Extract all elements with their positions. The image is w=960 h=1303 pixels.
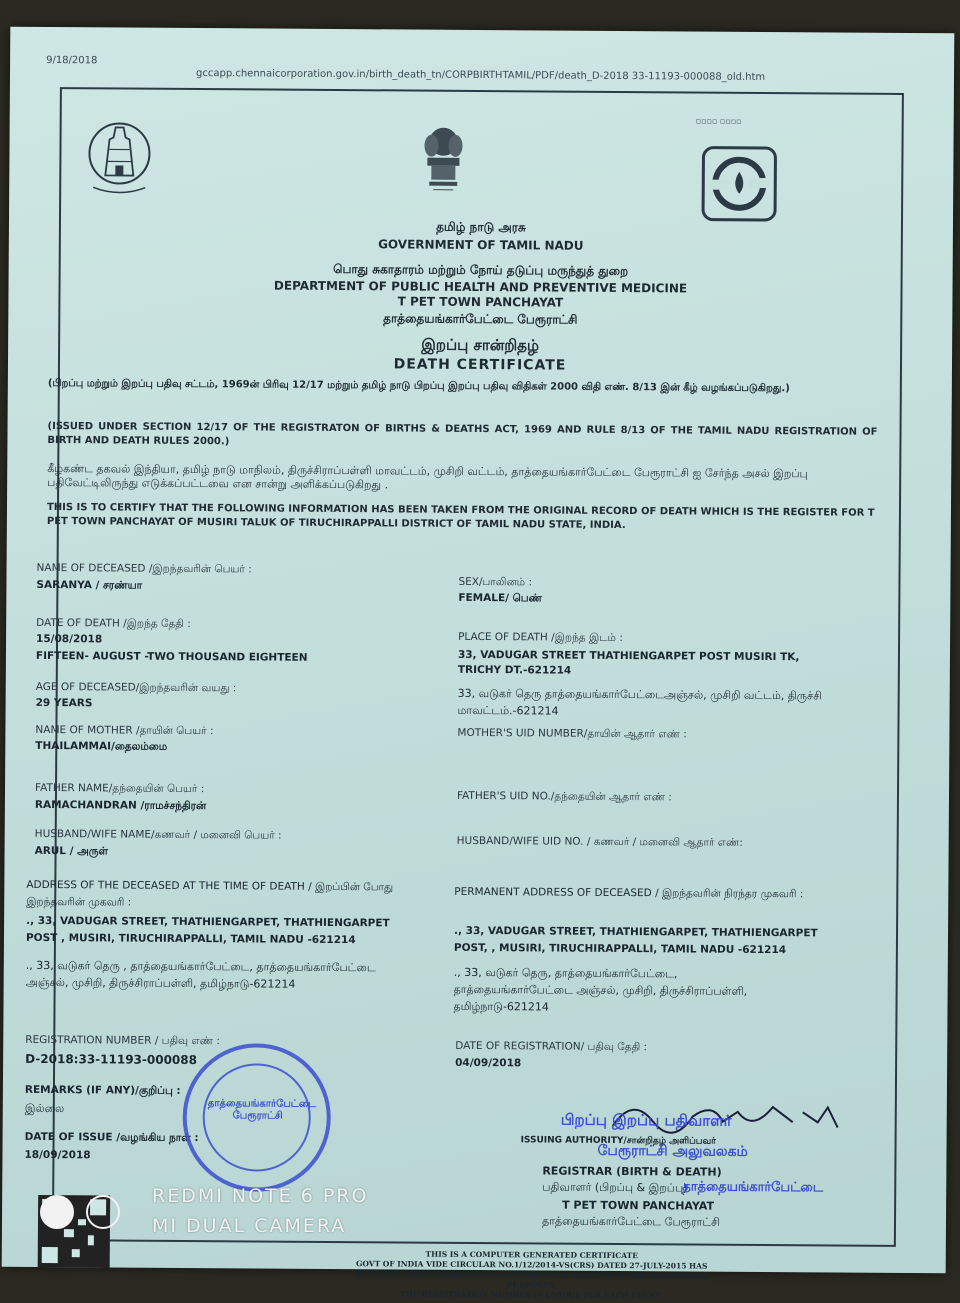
print-header — [46, 55, 926, 61]
issuing-authority: ISSUING AUTHORITY/சான்றிதழ் அளிப்பவர் — [521, 1135, 716, 1147]
govt-title-tamil: தமிழ் நாடு அரசு — [9, 217, 953, 240]
registrar-stamp-line3: தாத்தையங்கார்பேட்டை — [682, 1179, 823, 1196]
registration-number-value: D-2018:33-11193-000088 — [25, 1052, 197, 1067]
print-date: 9/18/2018 — [46, 55, 97, 66]
legal-note: (ISSUED UNDER SECTION 12/17 OF THE REGISTRATON OF BIRTHS & DEATHS ACT, 1969 AND RULE 8/13 OF THE TAMIL NADU REGISTRATION OF BIRTH AND DEATH RULES 2000.) — [47, 420, 877, 454]
remarks-label: REMARKS (IF ANY)/குறிப்பு : — [25, 1084, 181, 1098]
panchayat-title-tamil: தாத்தையங்கார்பேட்டை பேரூராட்சி — [8, 309, 952, 332]
computer-generated-note — [331, 1249, 731, 1302]
name-value: SARANYA / சரண்யா — [36, 579, 142, 593]
legal-note-tamil: (பிறப்பு மற்றும் இறப்பு பதிவு சட்டம், 1969ன் பிரிவு 12/17 மற்றும் தமிழ் நாடு பிறப்பு இறப்பு பதிவு விதிகள் 2000 விதி எண். 8/13 இன் கீழ் வழங்கப்படுகிறது.) — [48, 377, 878, 397]
spouse-name-value: ARUL / அருள் — [35, 845, 109, 859]
date-of-death-value: 15/08/2018 — [36, 633, 102, 645]
address-value: ., 33, VADUGAR STREET, THATHIENGARPET, THATHIENGARPET POST , MUSIRI, TIRUCHIRAPPALLI, TAMIL NADU -621214 — [26, 913, 406, 950]
date-of-death-label: DATE OF DEATH /இறந்த தேதி : — [36, 617, 191, 631]
govt-title: GOVERNMENT OF TAMIL NADU — [9, 235, 953, 256]
date-of-death-words: FIFTEEN- AUGUST -TWO THOUSAND EIGHTEEN — [36, 650, 308, 664]
sex-value: FEMALE/ பெண் — [458, 592, 542, 606]
permanent-address-value: ., 33, VADUGAR STREET, THATHIENGARPET, THATHIENGARPET POST, , MUSIRI, TIRUCHIRAPPALLI, TAMIL NADU -621214 — [454, 923, 834, 960]
spouse-uid-label: HUSBAND/WIFE UID NO. / கணவர் / மனைவி ஆதார் எண்: — [457, 835, 743, 850]
sex-label: SEX/பாலினம் : — [458, 576, 532, 590]
camera-watermark-model: REDMI NOTE 6 PRO — [152, 1185, 368, 1207]
registrar-stamp-line1: பிறப்பு இறப்பு பதிவாளர் — [561, 1111, 732, 1132]
registration-date-value: 04/09/2018 — [455, 1057, 521, 1069]
authority-panchayat-tamil: தாத்தையங்கார்பேட்டை பேரூராட்சி — [542, 1214, 720, 1230]
ashoka-emblem-icon — [417, 122, 470, 194]
panchayat-title: T PET TOWN PANCHAYAT — [8, 292, 952, 313]
registrar-title-tamil: பதிவாளர் (பிறப்பு & இறப்பு) — [542, 1180, 687, 1196]
permanent-address-value-tamil: ., 33, வடுகர் தெரு, தாத்தையங்கார்பேட்டை, தாத்தையங்கார்பேட்டை அஞ்சல், முசிறி, திருச்சிராப்பள்ளி, தமிழ்நாடு-621214 — [453, 964, 773, 1017]
father-name-label: FATHER NAME/தந்தையின் பெயர் : — [35, 782, 204, 796]
issue-date-value: 18/09/2018 — [24, 1149, 90, 1161]
registrar-title: REGISTRAR (BIRTH & DEATH) — [542, 1164, 721, 1178]
address-label: ADDRESS OF THE DECEASED AT THE TIME OF DEATH / இறப்பின் போது இறந்தவரின் முகவரி : — [26, 877, 406, 914]
name-label: NAME OF DECEASED /இறந்தவரின் பெயர் : — [37, 562, 252, 577]
spouse-name-label: HUSBAND/WIFE NAME/கணவர் / மனைவி பெயர் : — [35, 828, 282, 843]
address-value-tamil: ., 33, வடுகர் தெரு , தாத்தையங்கார்பேட்டை, தாத்தையங்கார்பேட்டை அஞ்சல், முசிறி, திருச்சிராப்பள்ளி, தமிழ்நாடு-621214 — [26, 957, 406, 994]
remarks-value: இல்லை — [25, 1100, 64, 1117]
mother-uid-label: MOTHER'S UID NUMBER/தாயின் ஆதார் எண் : — [457, 727, 686, 742]
permanent-address-label: PERMANENT ADDRESS OF DECEASED / இறந்தவரின் நிரந்தர முகவரி : — [454, 884, 834, 904]
certificate-title: DEATH CERTIFICATE — [8, 354, 952, 377]
registration-date-label: DATE OF REGISTRATION/ பதிவு தேதி : — [455, 1040, 647, 1054]
father-uid-label: FATHER'S UID NO./தந்தையின் ஆதார் எண் : — [457, 790, 672, 804]
footer-line-1: THIS IS A COMPUTER GENERATED CERTIFICATE — [332, 1249, 732, 1262]
place-of-death-tamil: 33, வடுகர் தெரு தாத்தையங்கார்பேட்டைஅஞ்சல், முசிறி வட்டம், திருச்சி மாவட்டம்.-621214 — [458, 685, 838, 722]
right-logo-caption: ▫▫▫▫ ▫▫▫▫ — [696, 117, 742, 126]
certificate-title-tamil: இறப்பு சான்றிதழ் — [8, 333, 952, 360]
footer-line-3: APPROVED THIS CERTIFICATE AS A VALID LEGAL DOCUMENT FOR ALL OFFICIAL PURPOSES. — [332, 1269, 732, 1292]
issue-date-label: DATE OF ISSUE /வழங்கிய நாள் : — [25, 1131, 199, 1145]
place-of-death-value: 33, VADUGAR STREET THATHIENGARPET POST MUSIRI TK, TRICHY DT.-621214 — [458, 648, 818, 681]
registrar-stamp-line2: பேரூராட்சி அலுவலகம் — [597, 1143, 747, 1162]
tamil-nadu-emblem-icon — [87, 115, 152, 199]
seal-text: தாத்தையங்கார்பேட்டை பேரூராட்சி — [208, 1098, 308, 1123]
footer-line-2: GOVT OF INDIA VIDE CIRCULAR NO.1/12/2014-VS(CRS) DATED 27-JULY-2015 HAS — [332, 1259, 732, 1272]
age-value: 29 YEARS — [36, 697, 93, 709]
certification-text-tamil: கீழ்கண்ட தகவல் இந்தியா, தமிழ் நாடு மாநிலம், திருச்சிராப்பள்ளி மாவட்டம், முசிறி வட்டம், தாத்தையங்கார்பேட்டை பேரூராட்சி ஐ சேர்ந்த அசல் இறப்பு பதிவேட்டிலிருந்து எடுக்கப்பட்டவை என சான்று அளிக்கப்படுகிறது . — [47, 462, 877, 496]
authority-panchayat: T PET TOWN PANCHAYAT — [562, 1199, 714, 1213]
age-label: AGE OF DECEASED/இறந்தவரின் வயது : — [36, 681, 237, 695]
dept-title-tamil: பொது சுகாதாரம் மற்றும் நோய் தடுப்பு மருந்துத் துறை — [9, 260, 953, 283]
registration-logo-icon — [699, 144, 780, 225]
footer-line-4: THE REGISTRATION NUMBER IS UNIQUE FOR EACH EVENT. — [331, 1289, 731, 1302]
certification-text: THIS IS TO CERTIFY THAT THE FOLLOWING INFORMATION HAS BEEN TAKEN FROM THE ORIGINAL RECORD OF DEATH WHICH IS THE REGISTER FOR T PET TOWN PANCHAYAT OF MUSIRI TALUK OF TIRUCHIRAPPALLI DISTRICT OF TAMIL NADU STATE, INDIA. — [47, 501, 877, 535]
registration-number-label: REGISTRATION NUMBER / பதிவு எண் : — [25, 1034, 220, 1048]
print-url: gccapp.chennaicorporation.gov.in/birth_death_tn/CORPBIRTHTAMIL/PDF/death_D-2018 33-11193-000088_old.htm — [196, 68, 765, 83]
certificate-paper — [2, 27, 955, 1274]
camera-watermark-camera: MI DUAL CAMERA — [152, 1215, 346, 1237]
mother-name-value: THAILAMMAI/தைலம்மை — [35, 740, 167, 754]
father-name-value: RAMACHANDRAN /ராமச்சந்திரன் — [35, 799, 206, 813]
dept-title: DEPARTMENT OF PUBLIC HEALTH AND PREVENTIVE MEDICINE — [8, 277, 952, 298]
place-of-death-label: PLACE OF DEATH /இறந்த இடம் : — [458, 631, 623, 645]
mother-name-label: NAME OF MOTHER /தாயின் பெயர் : — [35, 724, 213, 738]
